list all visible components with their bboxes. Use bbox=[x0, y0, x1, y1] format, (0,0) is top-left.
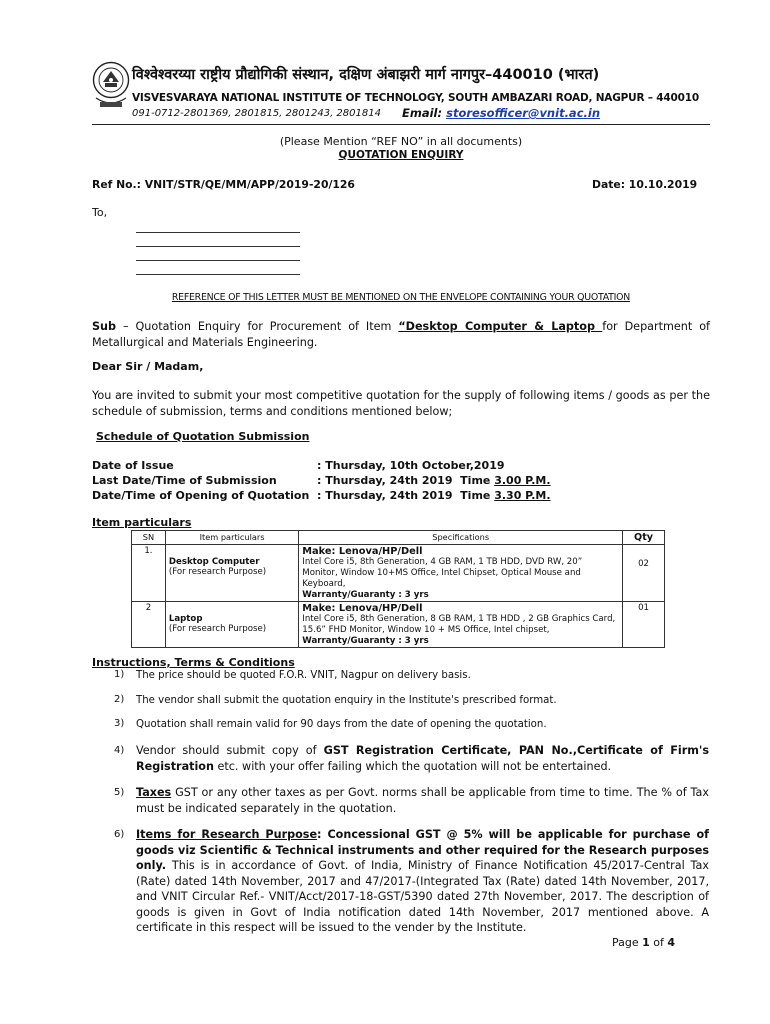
instruction-pre: Vendor should submit copy of bbox=[136, 744, 324, 757]
address-line bbox=[136, 246, 300, 247]
to-label: To, bbox=[92, 206, 108, 219]
table-row bbox=[132, 602, 665, 648]
item-sn: 2 bbox=[132, 602, 166, 648]
col-header-item: Item particulars bbox=[165, 531, 298, 545]
item-spec-text: Intel Core i5, 8th Generation, 8 GB RAM, 1 TB HDD , 2 GB Graphics Card, 15.6” FHD Monitor, Window 10 + MS Office, Intel chipset, bbox=[302, 614, 616, 635]
subject bbox=[92, 319, 710, 350]
item-spec-text: Intel Core i5, 8th Generation, 4 GB RAM, 1 TB HDD, DVD RW, 20” Monitor, Window 10+MS Office, Intel Chipset, Optical Mouse and Keyboard, bbox=[302, 557, 583, 589]
schedule-label: Date/Time of Opening of Quotation bbox=[92, 489, 310, 502]
ref-notice: (Please Mention “REF NO” in all documents) bbox=[279, 135, 523, 148]
instruction-post: This is in accordance of Govt. of India, Ministry of Finance Notification 45/2017-Central Tax (Rate) dated 14th November, 2017 and 47/2017-(Integrated Tax (Rate) dated 14th November, 2017, and VNIT Circular Ref.- VNIT/Acct/2017-18-GST/5390 dated 27th November, 2017. The description of goods is given in Govt of India notification dated 14th November, 2017 mentioned above. A certificate in this respect will be issued to the vender by the Institute. bbox=[136, 859, 709, 934]
ref-number: Ref No.: VNIT/STR/QE/MM/APP/2019-20/126 bbox=[92, 178, 355, 191]
instruction-bold: GST Registration Certificate, PAN No.,Certificate of Firm's Registration bbox=[136, 744, 710, 773]
instruction-text bbox=[136, 743, 709, 774]
instruction-text bbox=[136, 785, 709, 816]
schedule-label: Date of Issue bbox=[92, 459, 174, 472]
schedule-values bbox=[317, 458, 551, 503]
instruction-post: etc. with your offer failing which the quotation will not be entertained. bbox=[213, 759, 612, 773]
page-total: 4 bbox=[667, 936, 676, 949]
item-warranty: Warranty/Guaranty : 3 yrs bbox=[302, 590, 429, 600]
item-specs bbox=[299, 545, 623, 602]
instruction-number: 4) bbox=[114, 745, 125, 756]
email-label: Email: bbox=[402, 106, 443, 120]
item-name: Desktop Computer bbox=[168, 557, 260, 567]
items-table bbox=[131, 530, 665, 648]
instruction-number: 2) bbox=[114, 694, 125, 705]
instruction-bold-underline: Items for Research Purpose bbox=[136, 828, 318, 841]
item-sn: 1. bbox=[132, 545, 166, 602]
item-note: (For research Purpose) bbox=[168, 624, 267, 634]
schedule-heading: Schedule of Quotation Submission bbox=[96, 430, 310, 443]
col-header-qty: Qty bbox=[623, 531, 665, 545]
item-qty: 02 bbox=[623, 545, 665, 602]
item-note: (For research Purpose) bbox=[168, 567, 267, 577]
instruction-text: Quotation shall remain valid for 90 days from the date of opening the quotation. bbox=[136, 719, 547, 730]
schedule-label: Last Date/Time of Submission bbox=[92, 474, 277, 487]
schedule-value: : Thursday, 24th 2019 bbox=[317, 489, 453, 502]
salutation: Dear Sir / Madam, bbox=[92, 360, 204, 373]
submission-time: 3.00 P.M. bbox=[494, 474, 551, 487]
subject-post: for Department of Metallurgical and Materials Engineering. bbox=[92, 320, 710, 349]
item-particulars bbox=[165, 545, 298, 602]
institute-name-hindi: विश्वेश्वरय्या राष्ट्रीय प्रौद्योगिकी संस्थान, दक्षिण अंबाझरी मार्ग नागपुर–440010 (भारत) bbox=[132, 67, 600, 83]
phone-numbers: 091-0712-2801369, 2801815, 2801243, 2801814 bbox=[132, 108, 381, 119]
schedule-value: : Thursday, 10th October,2019 bbox=[317, 459, 505, 472]
page-footer bbox=[612, 936, 675, 949]
col-header-spec: Specifications bbox=[299, 531, 623, 545]
instruction-bold: Taxes bbox=[136, 786, 172, 799]
items-heading: Item particulars bbox=[92, 516, 192, 529]
subject-pre: – Quotation Enquiry for Procurement of Item bbox=[116, 320, 399, 333]
page-label: Page bbox=[612, 936, 643, 949]
item-name: Laptop bbox=[168, 614, 203, 624]
schedule-value: : Thursday, 24th 2019 bbox=[317, 474, 453, 487]
instruction-number: 6) bbox=[114, 829, 125, 840]
instruction-post: GST or any other taxes as per Govt. norms shall be applicable from time to time. The % of Tax must be indicated separately in the quotation. bbox=[136, 786, 709, 815]
institute-name-english: VISVESVARAYA NATIONAL INSTITUTE OF TECHNOLOGY, SOUTH AMBAZARI ROAD, NAGPUR – 440010 bbox=[132, 92, 699, 104]
item-make: Make: Lenova/HP/Dell bbox=[302, 603, 423, 614]
institute-logo bbox=[92, 60, 130, 112]
item-qty: 01 bbox=[623, 602, 665, 648]
ref-date: Date: 10.10.2019 bbox=[592, 178, 698, 191]
item-specs bbox=[299, 602, 623, 648]
address-line bbox=[136, 260, 300, 261]
item-particulars bbox=[165, 602, 298, 648]
instructions-heading: Instructions, Terms & Conditions bbox=[92, 656, 295, 669]
schedule-labels bbox=[92, 458, 309, 503]
page-of: of bbox=[649, 936, 668, 949]
instruction-text bbox=[136, 827, 709, 936]
address-line bbox=[136, 232, 300, 233]
table-row bbox=[132, 545, 665, 602]
opening-time: 3.30 P.M. bbox=[494, 489, 551, 502]
item-make: Make: Lenova/HP/Dell bbox=[302, 546, 423, 557]
intro-paragraph: You are invited to submit your most competitive quotation for the supply of following items / goods as per the schedule of submission, terms and conditions mentioned below; bbox=[92, 389, 710, 418]
schedule-value-row bbox=[317, 488, 551, 503]
subject-label: Sub bbox=[92, 320, 117, 333]
reference-note: REFERENCE OF THIS LETTER MUST BE MENTIONED ON THE ENVELOPE CONTAINING YOUR QUOTATION bbox=[171, 292, 631, 303]
instruction-bold: : Concessional GST @ 5% will be applicable for purchase of goods viz Scientific & Technical instruments and other required for the Research purposes only. bbox=[136, 828, 710, 872]
instruction-number: 1) bbox=[114, 669, 125, 680]
time-label: Time bbox=[460, 489, 495, 502]
email-link[interactable]: storesofficer@vnit.ac.in bbox=[446, 106, 601, 120]
email-line bbox=[402, 106, 600, 120]
schedule-value-row bbox=[317, 473, 551, 488]
time-label: Time bbox=[460, 474, 495, 487]
doc-title: QUOTATION ENQUIRY bbox=[338, 149, 464, 161]
instruction-number: 5) bbox=[114, 787, 125, 798]
col-header-sn: SN bbox=[132, 531, 166, 545]
address-line bbox=[136, 274, 300, 275]
subject-item: “Desktop Computer & Laptop bbox=[398, 320, 603, 333]
instruction-number: 3) bbox=[114, 718, 125, 729]
table-header-row bbox=[132, 531, 665, 545]
instruction-text: The price should be quoted F.O.R. VNIT, Nagpur on delivery basis. bbox=[136, 670, 471, 681]
instruction-text: The vendor shall submit the quotation enquiry in the Institute's prescribed format. bbox=[136, 695, 557, 706]
header-divider bbox=[92, 124, 710, 125]
item-warranty: Warranty/Guaranty : 3 yrs bbox=[302, 636, 429, 646]
page-number: 1 bbox=[642, 936, 650, 949]
